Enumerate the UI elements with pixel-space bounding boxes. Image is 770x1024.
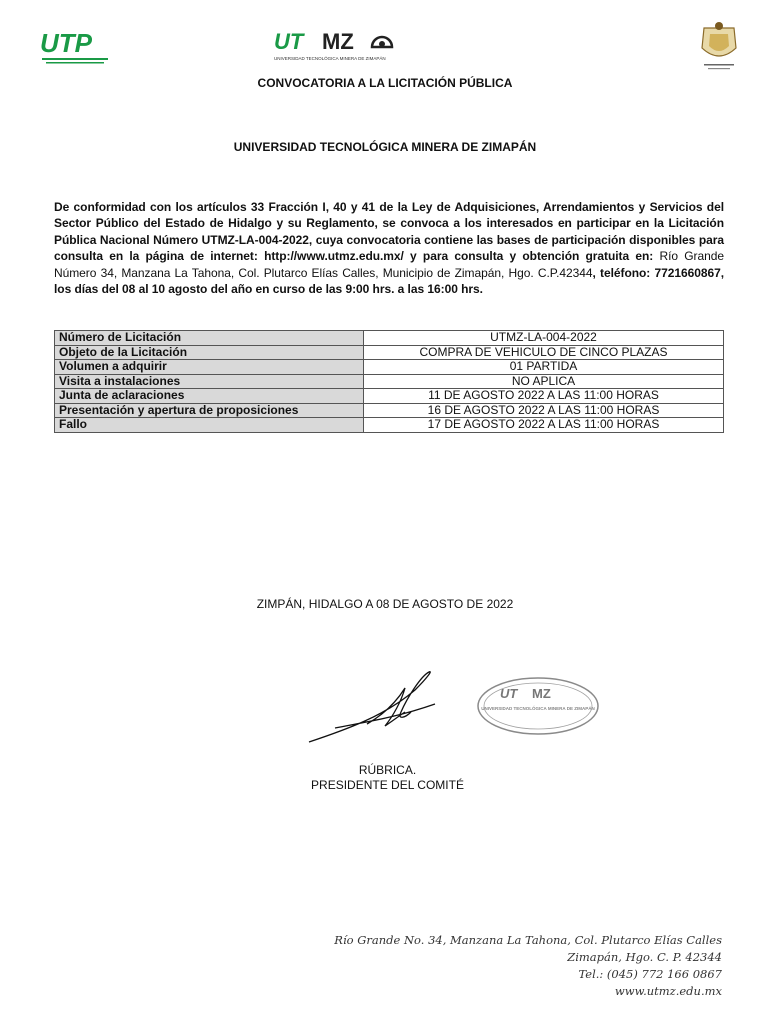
row-label: Visita a instalaciones xyxy=(55,374,364,389)
stamp-ut: UT xyxy=(500,686,518,701)
signer-title: PRESIDENTE DEL COMITÉ xyxy=(311,778,464,792)
handwritten-signature xyxy=(305,668,445,748)
utp-logo xyxy=(38,28,112,68)
table-row xyxy=(55,403,724,418)
place-and-date: ZIMPÁN, HIDALGO A 08 DE AGOSTO DE 2022 xyxy=(256,597,514,611)
row-label: Junta de aclaraciones xyxy=(55,389,364,404)
table-row xyxy=(55,331,724,346)
utmz-logo-subtitle: UNIVERSIDAD TECNOLÓGICA MINERA DE ZIMAPÁN xyxy=(274,56,386,61)
rubrica-label: RÚBRICA. xyxy=(358,763,417,777)
intro-paragraph xyxy=(54,199,724,297)
utp-logo-text: UTP xyxy=(40,28,92,58)
table-row xyxy=(55,418,724,433)
footer-city: Zimapán, Hgo. C. P. 42344 xyxy=(567,950,722,964)
footer-address: Río Grande No. 34, Manzana La Tahona, Col. Plutarco Elías Calles xyxy=(334,933,722,947)
stamp-text: UNIVERSIDAD TECNOLÓGICA MINERA DE ZIMAPÁN xyxy=(481,706,595,711)
row-label: Objeto de la Licitación xyxy=(55,345,364,360)
intro-bold-text: De conformidad con los artículos 33 Fracción I, 40 y 41 de la Ley de Adquisiciones, Arrendamientos y Servicios del Sector Público del Estado de Hidalgo y su Reglamento, se convoca a los interesados en participar en la Licitación Pública Nacional Número UTMZ-LA-004-2022, cuya convocatoria contiene las bases de participación disponibles para consulta en la página de internet: http://www.utmz.edu.mx/ y para consulta y obtención gratuita en: xyxy=(54,200,724,264)
row-value: 16 DE AGOSTO 2022 A LAS 11:00 HORAS xyxy=(364,403,724,418)
footer-phone: Tel.: (045) 772 166 0867 xyxy=(578,967,722,981)
footer-website: www.utmz.edu.mx xyxy=(614,984,722,998)
intro-schedule: , teléfono: 7721660867, los días del 08 al 10 agosto del año en curso de las 9:00 hrs. a las 16:00 hrs. xyxy=(54,265,724,297)
row-value: 17 DE AGOSTO 2022 A LAS 11:00 HORAS xyxy=(364,418,724,433)
row-label: Presentación y apertura de proposiciones xyxy=(55,403,364,418)
table-row xyxy=(55,374,724,389)
table-row xyxy=(55,389,724,404)
row-value: 01 PARTIDA xyxy=(364,360,724,375)
row-label: Fallo xyxy=(55,418,364,433)
row-label: Volumen a adquirir xyxy=(55,360,364,375)
table-row xyxy=(55,345,724,360)
institution-name: UNIVERSIDAD TECNOLÓGICA MINERA DE ZIMAPÁN xyxy=(233,140,537,154)
row-label: Número de Licitación xyxy=(55,331,364,346)
utmz-logo-mz: MZ xyxy=(322,29,354,54)
row-value: NO APLICA xyxy=(364,374,724,389)
row-value: UTMZ-LA-004-2022 xyxy=(364,331,724,346)
coat-of-arms-emblem xyxy=(696,18,742,74)
official-stamp xyxy=(476,676,600,736)
tender-details-table xyxy=(54,330,724,433)
row-value: 11 DE AGOSTO 2022 A LAS 11:00 HORAS xyxy=(364,389,724,404)
stamp-mz: MZ xyxy=(532,686,551,701)
utmz-logo-ut: UT xyxy=(274,29,304,54)
intro-address: Río Grande Número 34, Manzana La Tahona, Col. Plutarco Elías Calles, Municipio de Zimapán, Hgo. C.P.42344 xyxy=(54,249,724,280)
utmz-logo xyxy=(272,27,404,63)
row-value: COMPRA DE VEHICULO DE CINCO PLAZAS xyxy=(364,345,724,360)
signature-block xyxy=(0,763,770,793)
table-row xyxy=(55,360,724,375)
document-title: CONVOCATORIA A LA LICITACIÓN PÚBLICA xyxy=(257,76,513,90)
footer-contact xyxy=(334,932,722,1000)
